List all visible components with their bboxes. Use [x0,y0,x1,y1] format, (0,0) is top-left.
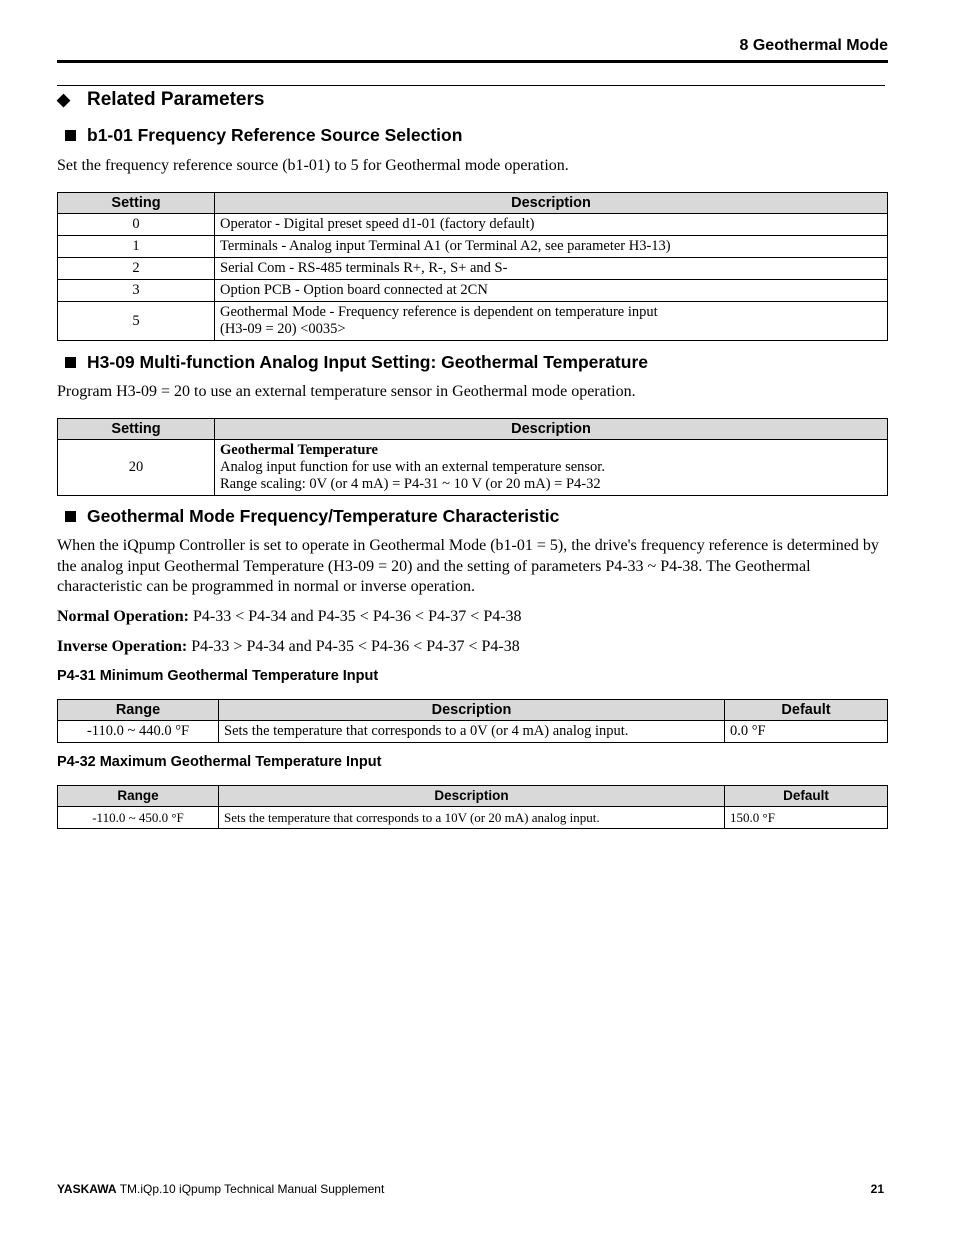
table-row [58,440,888,496]
page-number: 21 [870,1182,884,1196]
b1-01-heading-text: b1-01 Frequency Reference Source Selection [87,125,463,145]
default-cell: 0.0 °F [725,720,888,742]
description-line: Geothermal Mode - Frequency reference is dependent on temperature input [220,304,658,320]
section-title-text: Related Parameters [87,89,265,110]
setting-cell: 2 [58,258,215,280]
h3-09-intro: Program H3-09 = 20 to use an external temperature sensor in Geothermal mode operation. [57,383,636,400]
setting-cell: 20 [58,440,215,496]
setting-cell: 3 [58,280,215,302]
normal-operation [57,607,888,627]
table-row [58,280,888,302]
column-header-range: Range [58,785,219,806]
table-header-row [58,785,888,806]
footer-document [57,1182,384,1196]
normal-operation-text: P4-33 < P4-34 and P4-35 < P4-36 < P4-37 < P4-38 [188,607,522,625]
column-header-description: Description [219,785,725,806]
description-title: Geothermal Temperature [220,442,378,458]
footer-brand: YASKAWA [57,1182,117,1196]
column-header-default: Default [725,699,888,720]
b1-01-intro: Set the frequency reference source (b1-01) to 5 for Geothermal mode operation. [57,157,569,174]
description-cell: Sets the temperature that corresponds to a 10V (or 20 mA) analog input. [219,806,725,828]
range-cell: -110.0 ~ 440.0 °F [58,720,219,742]
inverse-operation-text: P4-33 > P4-34 and P4-35 < P4-36 < P4-37 < P4-38 [187,637,520,655]
square-bullet-icon [65,357,76,368]
inverse-operation [57,637,888,657]
description-cell: Serial Com - RS-485 terminals R+, R-, S+ and S- [215,258,888,280]
description-cell: Terminals - Analog input Terminal A1 (or Terminal A2, see parameter H3-13) [215,236,888,258]
description-cell: Sets the temperature that corresponds to a 0V (or 4 mA) analog input. [219,720,725,742]
table-row [58,302,888,341]
page-content [57,88,888,829]
p4-32-table [57,785,888,829]
column-header-setting: Setting [58,193,215,214]
header-rule-thin [57,85,885,86]
table-row [58,214,888,236]
description-cell: Operator - Digital preset speed d1-01 (factory default) [215,214,888,236]
square-bullet-icon [65,511,76,522]
table-row [58,236,888,258]
range-cell: -110.0 ~ 450.0 °F [58,806,219,828]
description-cell [215,440,888,496]
column-header-description: Description [219,699,725,720]
square-bullet-icon [65,130,76,141]
table-row [58,720,888,742]
h3-09-table [57,418,888,496]
characteristic-heading-text: Geothermal Mode Frequency/Temperature Characteristic [87,506,560,526]
p4-31-table [57,699,888,743]
column-header-setting: Setting [58,419,215,440]
description-line: (H3-09 = 20) <0035> [220,321,346,337]
column-header-description: Description [215,193,888,214]
p4-31-heading: P4-31 Minimum Geothermal Temperature Input [57,667,379,684]
table-header-row [58,419,888,440]
p4-32-heading: P4-32 Maximum Geothermal Temperature Input [57,753,382,770]
column-header-default: Default [725,785,888,806]
header-title: 8 Geothermal Mode [739,37,888,54]
description-line: Range scaling: 0V (or 4 mA) = P4-31 ~ 10 V (or 20 mA) = P4-32 [220,476,601,492]
description-cell [215,302,888,341]
b1-01-table [57,192,888,341]
inverse-operation-label: Inverse Operation: [57,637,188,655]
characteristic-heading [57,505,888,527]
b1-01-heading [57,124,888,146]
header-rule [57,60,888,63]
section-title [57,88,888,112]
setting-cell: 5 [58,302,215,341]
table-row [58,258,888,280]
column-header-range: Range [58,699,219,720]
setting-cell: 1 [58,236,215,258]
h3-09-heading [57,351,888,373]
table-row [58,806,888,828]
description-line: Analog input function for use with an external temperature sensor. [220,459,605,475]
default-cell: 150.0 °F [725,806,888,828]
description-cell: Option PCB - Option board connected at 2CN [215,280,888,302]
characteristic-paragraph: When the iQpump Controller is set to operate in Geothermal Mode (b1-01 = 5), the drive's frequency reference is determined by the analog input Geothermal Temperature (H3-09 = 20) and the setting of parameters P4-33 ~ P4-38. The Geothermal characteristic can be programmed in normal or inverse operation. [57,537,879,595]
setting-cell: 0 [58,214,215,236]
column-header-description: Description [215,419,888,440]
h3-09-heading-text: H3-09 Multi-function Analog Input Setting: Geothermal Temperature [87,352,648,372]
table-header-row [58,699,888,720]
normal-operation-label: Normal Operation: [57,607,189,625]
table-header-row [58,193,888,214]
footer-doc-title: TM.iQp.10 iQpump Technical Manual Supplement [116,1182,385,1196]
diamond-icon: ◆ [57,90,71,109]
